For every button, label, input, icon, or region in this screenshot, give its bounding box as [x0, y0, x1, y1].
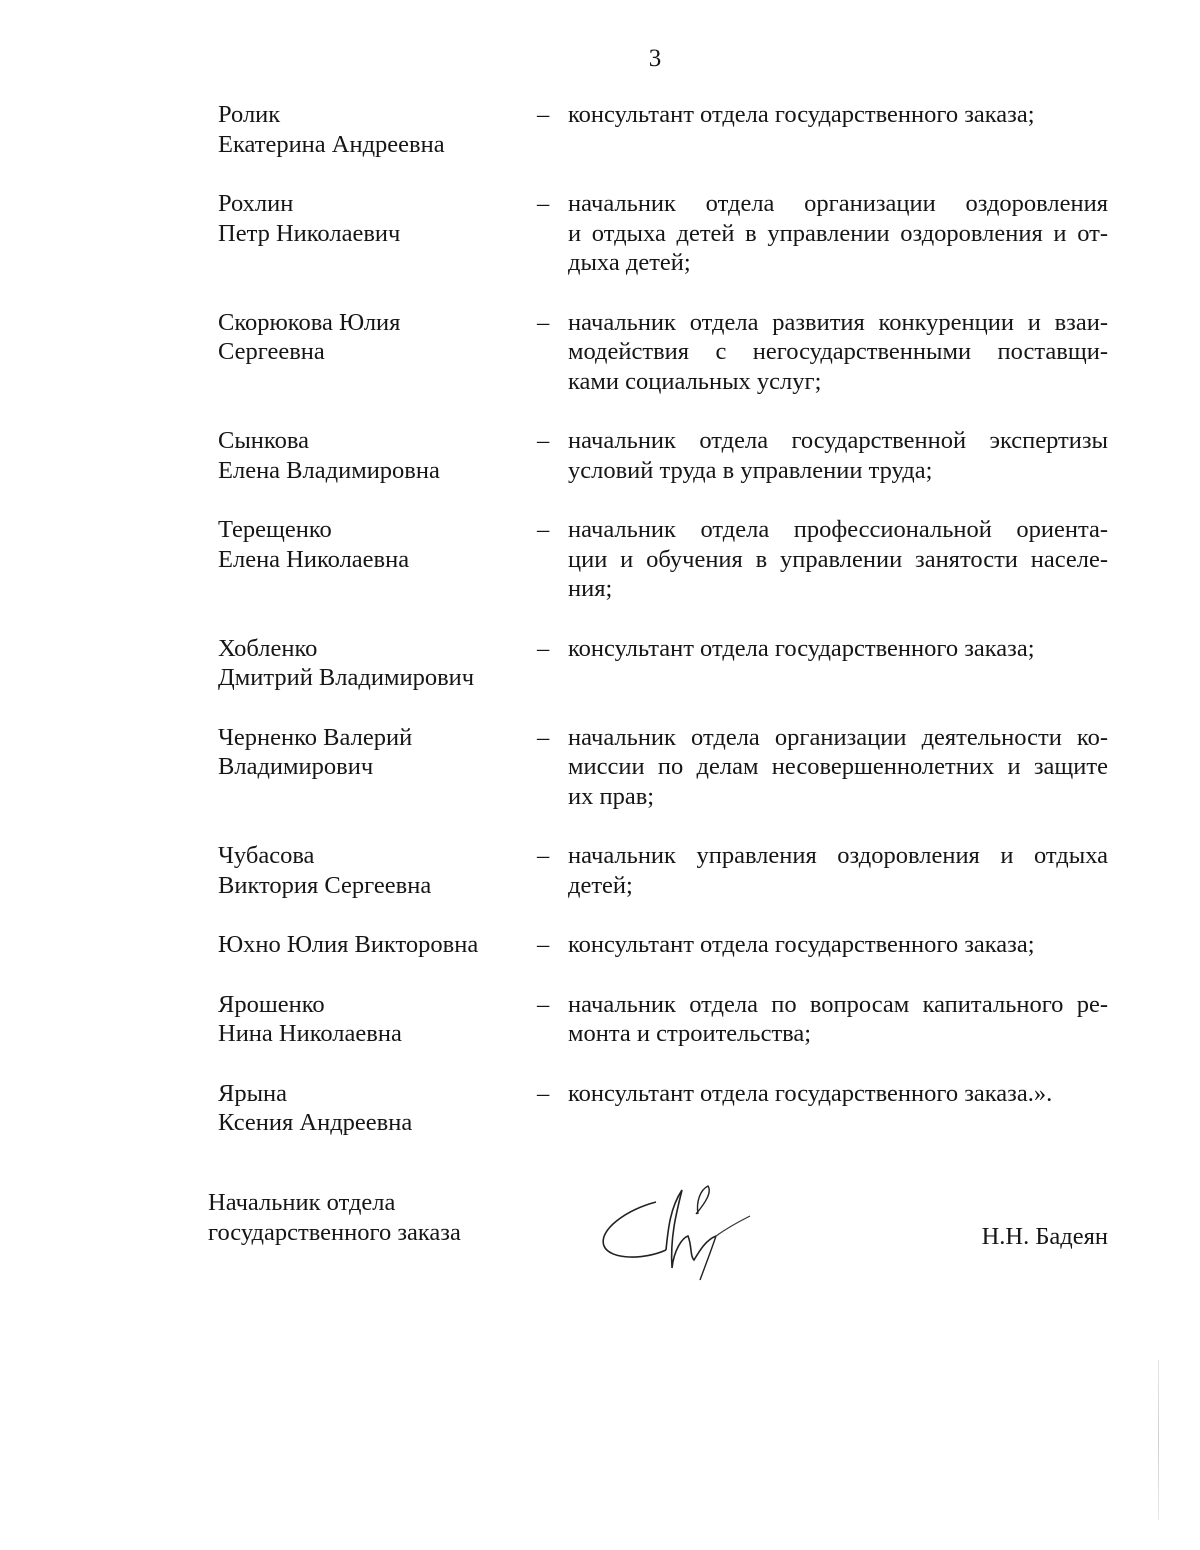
signatory-name: Н.Н. Бадеян [981, 1223, 1108, 1250]
staff-name-line: Чубасова [218, 842, 315, 869]
staff-position-line: миссии по делам несовершеннолетних и защите [568, 753, 1108, 780]
staff-position-line: модействия с негосударственными поставщи- [568, 338, 1108, 365]
staff-entry [218, 515, 1108, 604]
staff-name-line: Рохлин [218, 190, 294, 217]
entry-dash: – [537, 190, 550, 217]
staff-position [568, 515, 1108, 604]
staff-position-line: ции и обучения в управлении занятости населе- [568, 545, 1108, 573]
staff-name [218, 426, 534, 485]
staff-name [218, 990, 534, 1049]
entry-dash: – [537, 308, 550, 336]
staff-name-line: Ролик [218, 101, 281, 128]
staff-entry [218, 930, 1108, 960]
entry-dash: – [537, 990, 550, 1018]
staff-name-line: Терещенко [218, 516, 332, 543]
entry-dash: – [537, 101, 550, 128]
staff-name [218, 841, 534, 900]
staff-position [568, 930, 1108, 960]
staff-list [218, 100, 1108, 1138]
staff-position [568, 426, 1108, 485]
staff-name-line: Черненко Валерий [218, 723, 413, 751]
staff-name-line: Екатерина Андреевна [218, 130, 445, 158]
staff-name [218, 634, 534, 693]
staff-position-line: дыха детей; [568, 249, 691, 276]
staff-position [568, 990, 1108, 1049]
staff-position-line: начальник отдела по вопросам капитального ре- [568, 990, 1108, 1018]
staff-position-line: начальник отдела организации оздоровления [568, 190, 1108, 217]
staff-position-line: начальник отдела организации деятельности ко- [568, 723, 1108, 751]
page-number: 3 [648, 45, 662, 72]
staff-entry [218, 189, 1108, 278]
staff-position [568, 841, 1108, 900]
signatory-title-line: Начальник отдела [208, 1189, 396, 1216]
staff-name-line: Ксения Андреевна [218, 1109, 413, 1136]
staff-position [568, 634, 1108, 693]
staff-position-line: и отдыха детей в управлении оздоровления и от- [568, 219, 1108, 247]
staff-name-line: Юхно Юлия Викторовна [218, 931, 479, 958]
staff-entry [218, 426, 1108, 485]
staff-entry [218, 723, 1108, 812]
staff-entry [218, 100, 1108, 159]
staff-name-line: Скорюкова Юлия [218, 308, 401, 336]
staff-name [218, 930, 534, 960]
staff-position-line: консультант отдела государственного заказа; [568, 931, 1035, 958]
staff-entry [218, 1079, 1108, 1138]
entry-dash: – [537, 723, 550, 751]
entry-dash: – [537, 931, 550, 958]
staff-position-line: начальник отдела развития конкуренции и взаи- [568, 308, 1108, 336]
staff-position [568, 189, 1108, 278]
staff-position [568, 723, 1108, 812]
entry-dash: – [537, 634, 550, 662]
entry-dash: – [537, 427, 550, 454]
staff-position-line: начальник управления оздоровления и отдыха [568, 842, 1108, 869]
staff-position-line: ками социальных услуг; [568, 367, 822, 395]
staff-position-line: консультант отдела государственного заказа.». [568, 1079, 1053, 1107]
staff-position [568, 308, 1108, 397]
staff-name-line: Сергеевна [218, 338, 325, 365]
staff-name-line: Ярошенко [218, 990, 325, 1018]
staff-name-line: Сынкова [218, 427, 309, 454]
staff-entry [218, 841, 1108, 900]
staff-name-line: Дмитрий Владимирович [218, 664, 475, 691]
staff-name [218, 1079, 534, 1138]
staff-entry [218, 634, 1108, 693]
staff-position [568, 100, 1108, 159]
staff-position [568, 1079, 1108, 1138]
handwritten-signature [596, 1180, 756, 1290]
staff-name [218, 100, 534, 159]
staff-name-line: Владимирович [218, 753, 374, 780]
entry-dash: – [537, 516, 550, 543]
staff-entry [218, 308, 1108, 397]
staff-name [218, 723, 534, 812]
staff-name-line: Ярына [218, 1079, 288, 1107]
staff-position-line: монта и строительства; [568, 1020, 812, 1047]
staff-name [218, 308, 534, 397]
staff-position-line: их прав; [568, 782, 655, 810]
staff-position-line: консультант отдела государственного заказа; [568, 634, 1035, 662]
staff-position-line: начальник отдела профессиональной ориента- [568, 516, 1108, 543]
staff-name [218, 515, 534, 604]
entry-dash: – [537, 1079, 550, 1107]
staff-name-line: Хобленко [218, 634, 318, 662]
signature-block [208, 1188, 1108, 1308]
staff-name-line: Елена Николаевна [218, 545, 410, 573]
signatory-title-line: государственного заказа [208, 1219, 461, 1246]
staff-position-line: условий труда в управлении труда; [568, 456, 933, 484]
staff-name-line: Нина Николаевна [218, 1020, 402, 1047]
staff-entry [218, 990, 1108, 1049]
staff-position-line: консультант отдела государственного заказа; [568, 101, 1035, 128]
staff-position-line: детей; [568, 871, 633, 899]
staff-name [218, 189, 534, 278]
entry-dash: – [537, 842, 550, 869]
staff-name-line: Виктория Сергеевна [218, 871, 432, 899]
staff-name-line: Елена Владимировна [218, 456, 440, 484]
staff-position-line: ния; [568, 575, 613, 602]
scan-edge-mark [1158, 1360, 1159, 1520]
staff-position-line: начальник отдела государственной экспертизы [568, 427, 1108, 454]
staff-name-line: Петр Николаевич [218, 219, 401, 247]
